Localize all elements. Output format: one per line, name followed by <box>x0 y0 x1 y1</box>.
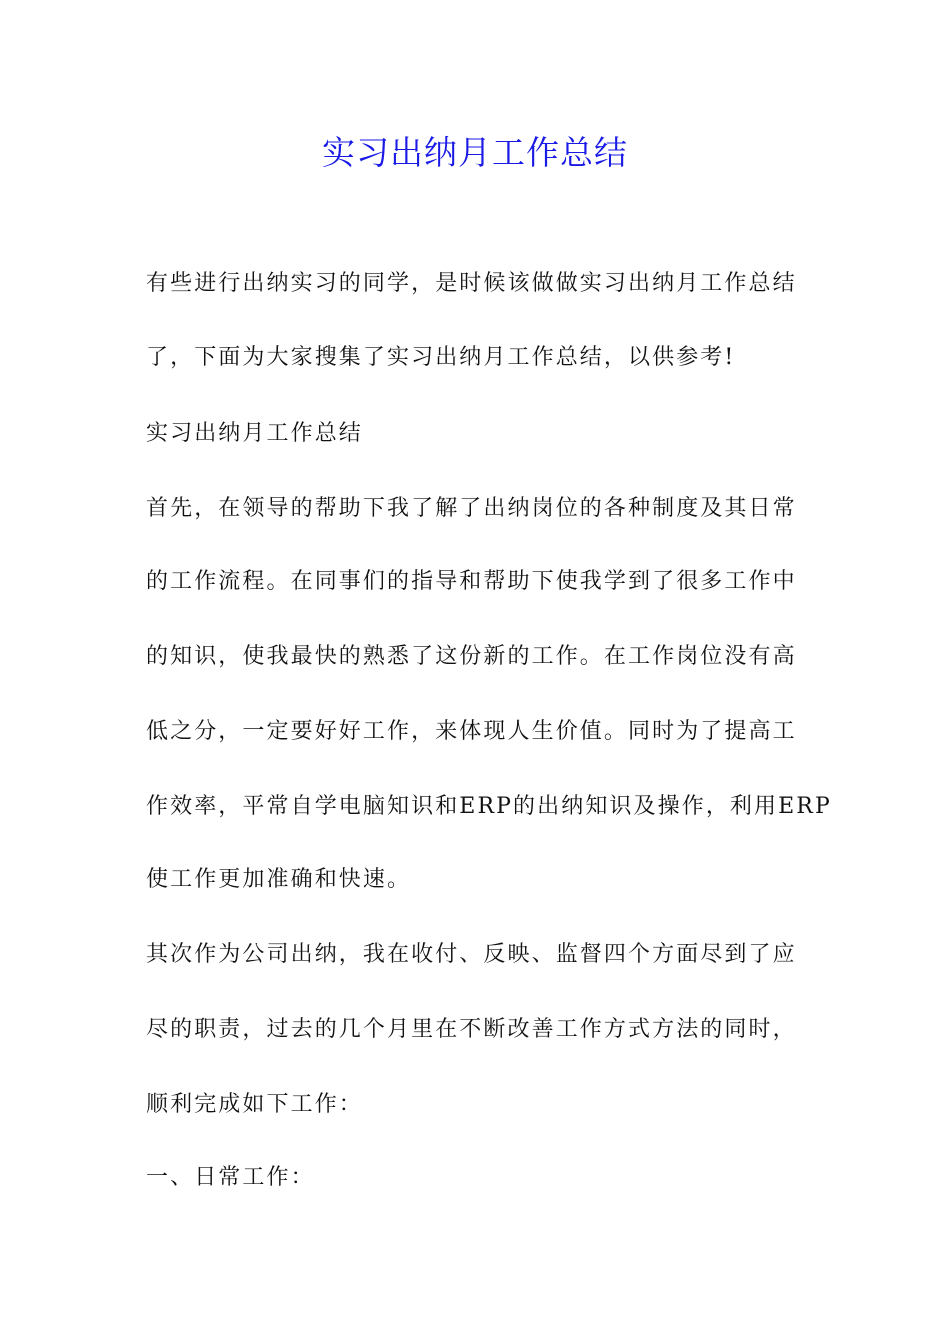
section-heading: 实习出纳月工作总结 <box>146 421 363 446</box>
body-line-5: 的工作流程。在同事们的指导和帮助下使我学到了很多工作中 <box>146 569 797 594</box>
body-line-4: 首先，在领导的帮助下我了解了出纳岗位的各种制度及其日常 <box>146 496 797 521</box>
document-title: 实习出纳月工作总结 <box>322 133 628 172</box>
body-line-10: 其次作为公司出纳，我在收付、反映、监督四个方面尽到了应 <box>146 942 797 967</box>
body-line-7: 低之分，一定要好好工作，来体现人生价值。同时为了提高工 <box>146 719 797 744</box>
list-heading-daily-work: 一、日常工作： <box>146 1165 315 1190</box>
body-line-1: 有些进行出纳实习的同学，是时候该做做实习出纳月工作总结 <box>146 271 797 296</box>
body-line-9: 使工作更加准确和快速。 <box>146 867 412 892</box>
body-line-12: 顺利完成如下工作： <box>146 1092 363 1117</box>
body-line-6: 的知识，使我最快的熟悉了这份新的工作。在工作岗位没有高 <box>146 644 797 669</box>
body-line-2: 了，下面为大家搜集了实习出纳月工作总结，以供参考! <box>146 345 736 370</box>
body-line-11: 尽的职责，过去的几个月里在不断改善工作方式方法的同时， <box>146 1017 797 1042</box>
body-line-8: 作效率，平常自学电脑知识和ERP的出纳知识及操作，利用ERP <box>146 794 832 819</box>
